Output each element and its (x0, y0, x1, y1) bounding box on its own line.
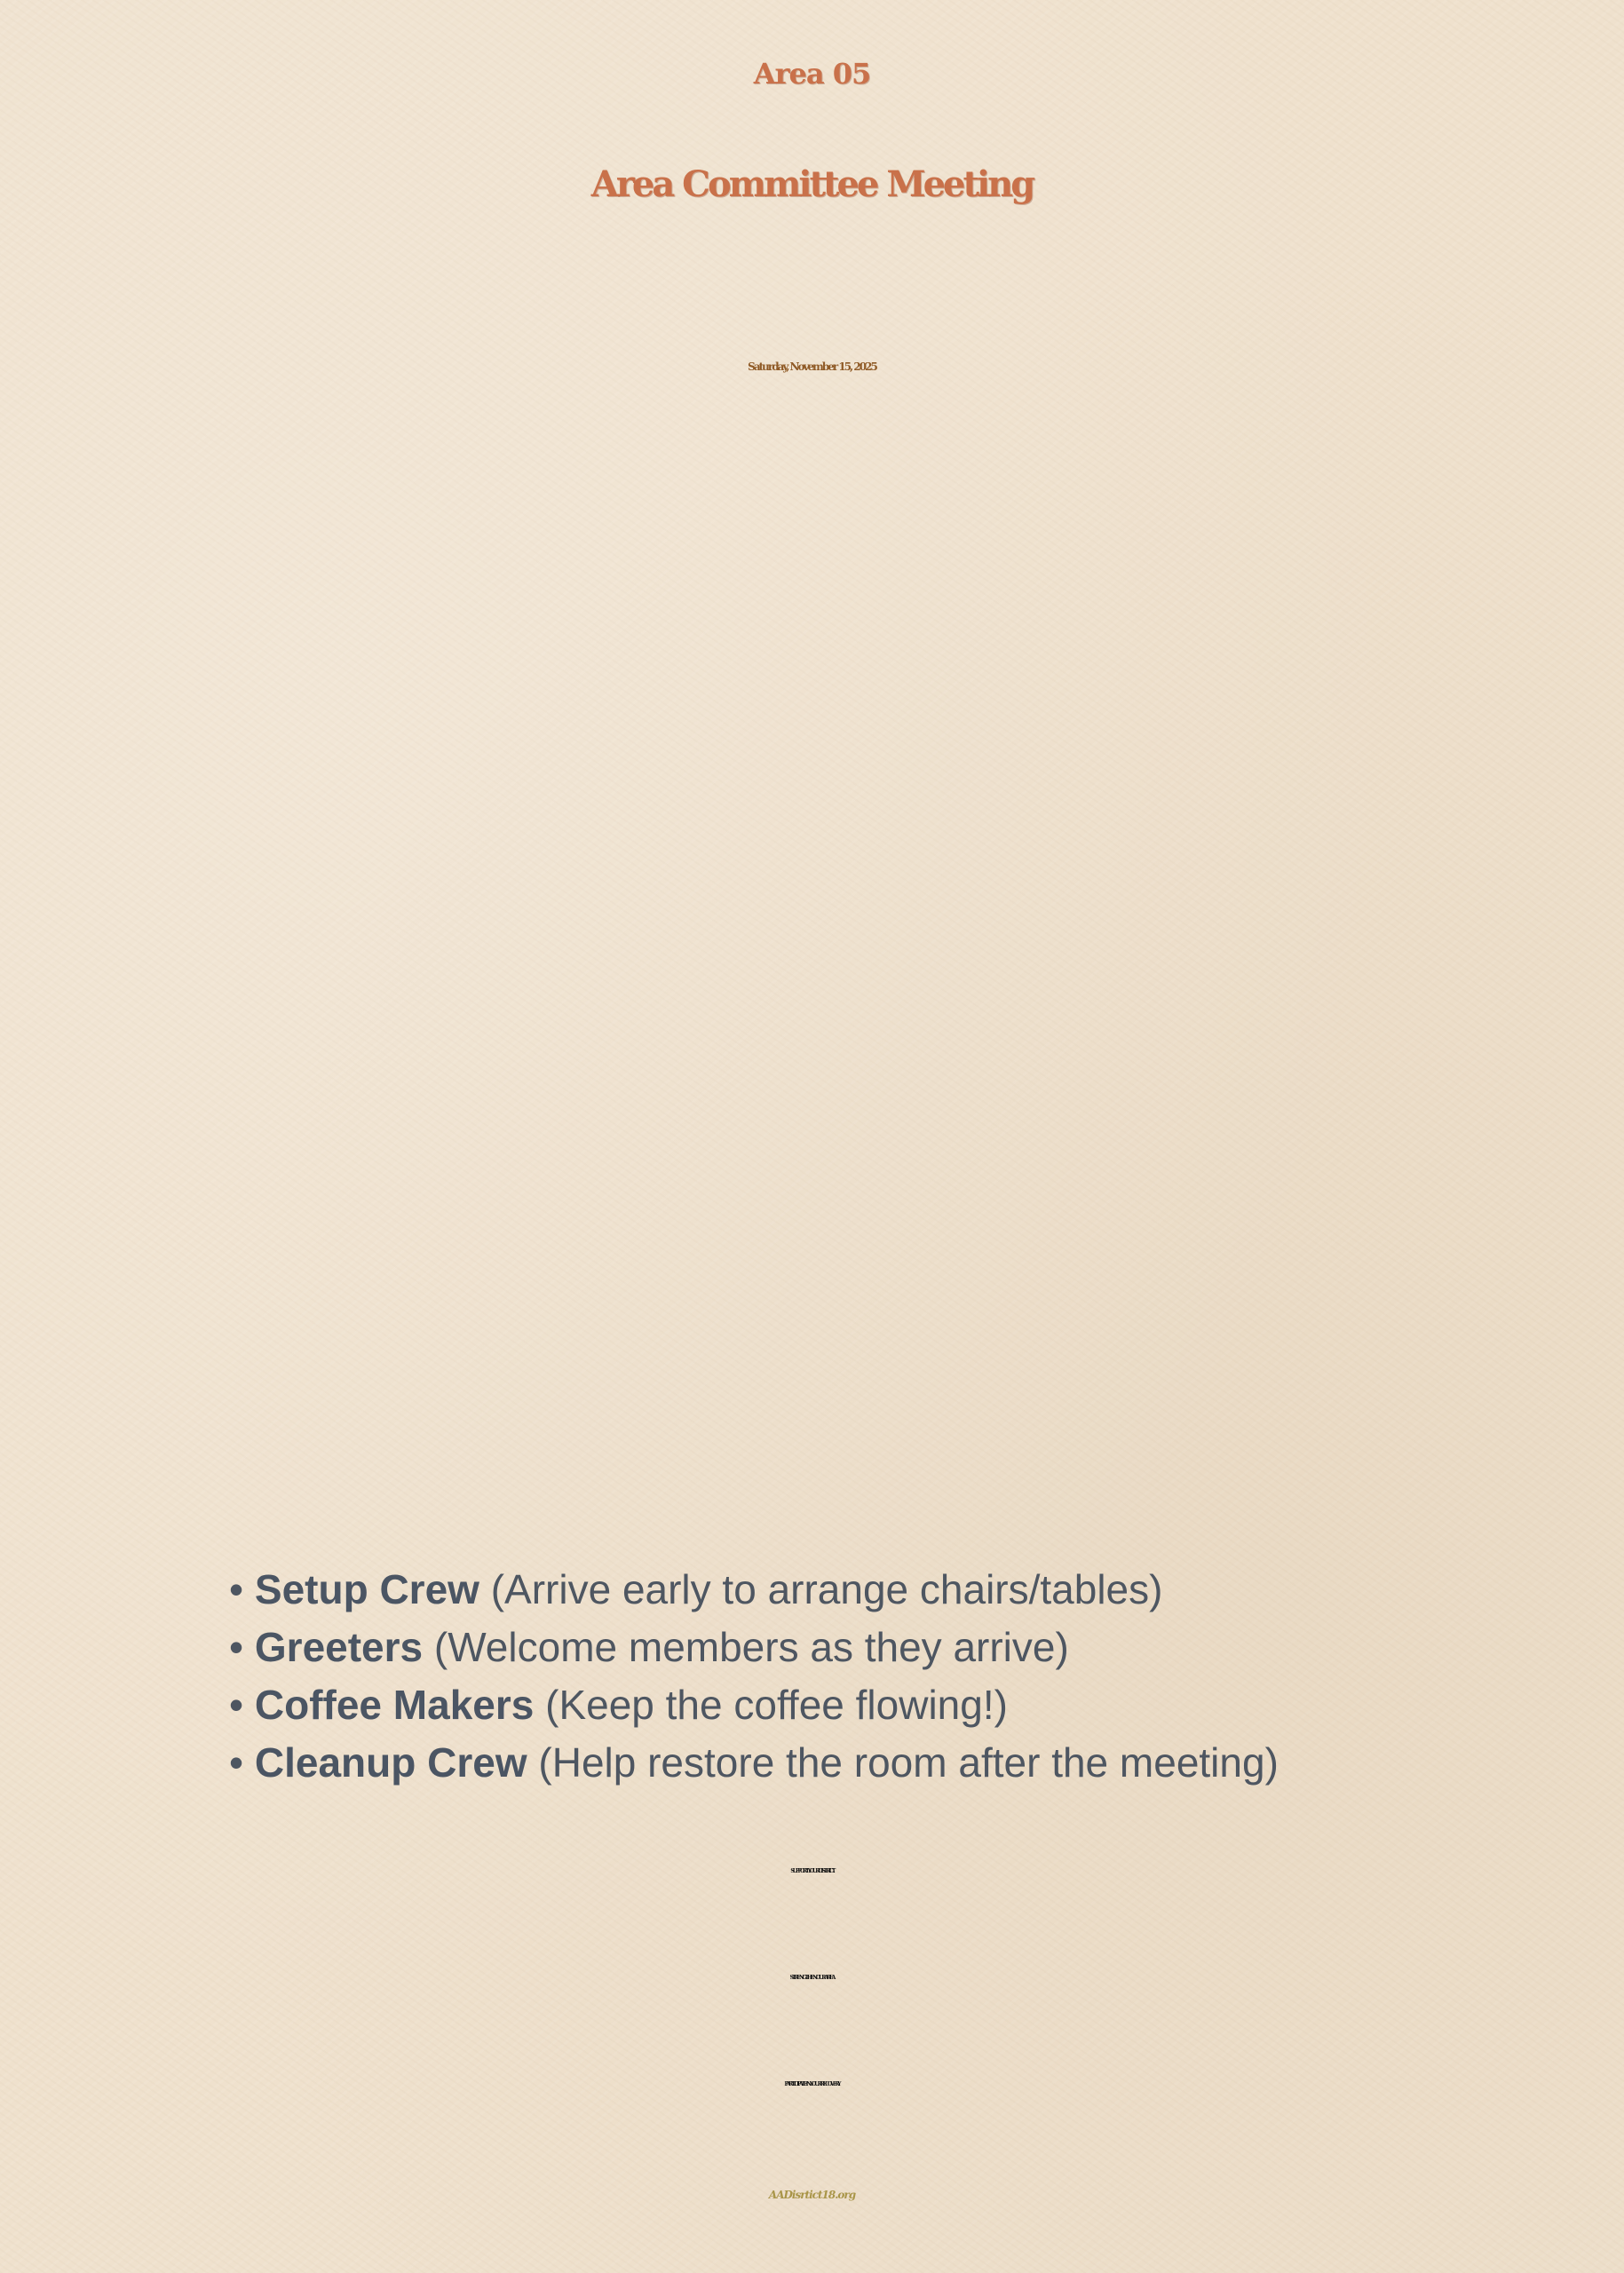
role-name: Greeters (254, 1624, 424, 1670)
title-line-area: Area 05 (753, 57, 871, 91)
role-description: (Help restore the room after the meeting) (538, 1739, 1279, 1786)
volunteer-role-greeters (229, 1619, 1279, 1676)
volunteers-paragraph-line (0, 1446, 1624, 1504)
attendance-line (0, 1073, 1624, 1167)
location-label (0, 533, 1624, 602)
event-date: Saturday, November 15, 2025 (748, 360, 876, 373)
volunteer-role-coffee (229, 1676, 1279, 1734)
call-to-action-line: SUPPORT YOUR DISTRICT. (790, 1868, 834, 1874)
volunteers-paragraph-line (0, 1504, 1624, 1562)
intro-line (0, 758, 1624, 822)
volunteers-paragraph-line (0, 1389, 1624, 1446)
volunteer-role-setup (229, 1561, 1279, 1619)
attendance-line (0, 978, 1624, 1073)
role-name: Setup Crew (254, 1566, 479, 1612)
title-line-meeting: Area Committee Meeting (590, 163, 1034, 205)
role-name: Cleanup Crew (254, 1739, 527, 1786)
role-description: (Welcome members as they arrive) (433, 1624, 1069, 1670)
intro-line (0, 886, 1624, 950)
role-name: Coffee Makers (254, 1682, 535, 1728)
event-time (0, 448, 1624, 518)
role-description: (Keep the coffee flowing!) (545, 1682, 1008, 1728)
volunteer-roles-list (229, 1561, 1279, 1792)
location-value (0, 604, 1624, 673)
intro-headline (0, 694, 1624, 758)
volunteers-heading (0, 1305, 1624, 1390)
hosted-by-text (0, 249, 1624, 320)
role-description: (Arrive early to arrange chairs/tables) (490, 1566, 1163, 1612)
bullet-icon: • (229, 1682, 244, 1728)
website-link[interactable]: AADisrtict18.org (768, 2189, 856, 2201)
volunteer-role-cleanup (229, 1734, 1279, 1792)
intro-line (0, 822, 1624, 886)
bullet-icon: • (229, 1624, 244, 1670)
attendance-line (0, 1167, 1624, 1261)
bullet-icon: • (229, 1739, 244, 1786)
call-to-action-line: PARTICIPATE IN YOUR RECOVERY (784, 2081, 840, 2087)
call-to-action-line: STRENGTHEN OUR AREA. (789, 1975, 835, 1981)
bullet-icon: • (229, 1566, 244, 1612)
